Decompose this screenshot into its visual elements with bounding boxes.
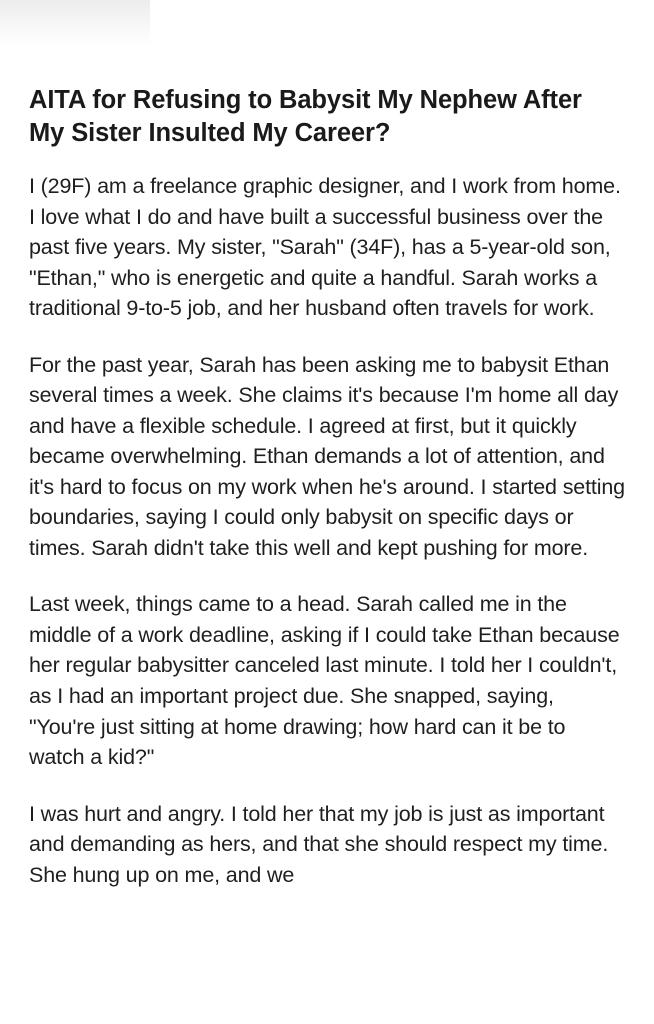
post-paragraph: For the past year, Sarah has been asking me to babysit Ethan several times a week. She claims it's because I'm home all day and have a flexible schedule. I agreed at first, but it quickly became overwhelming. Ethan demands a lot of attention, and it's hard to focus on my work when he's around. I started setting boundaries, saying I could only babysit on specific days or times. Sarah didn't take this well and kept pushing for more. [29,352,625,560]
post-paragraph: Last week, things came to a head. Sarah called me in the middle of a work deadline, asking if I could take Ethan because her regular babysitter canceled last minute. I told her I couldn't, as I had an important project due. She snapped, saying, "You're just sitting at home drawing; how hard can it be to watch a kid?" [29,592,620,770]
post-body [29,171,625,890]
page-title: AITA for Refusing to Babysit My Nephew After My Sister Insulted My Career? [29,86,582,147]
top-spacer [29,0,625,84]
post-paragraph: I (29F) am a freelance graphic designer, and I work from home. I love what I do and have built a successful business over the past five years. My sister, "Sarah" (34F), has a 5-year-old son, "Ethan," who is energetic and quite a handful. Sarah works a traditional 9-to-5 job, and her husband often travels for work. [29,174,621,321]
bottom-fade [0,1006,654,1024]
post-paragraph: I was hurt and angry. I told her that my job is just as important and demanding as hers, and that she should respect my time. She hung up on me, and we [29,801,609,887]
